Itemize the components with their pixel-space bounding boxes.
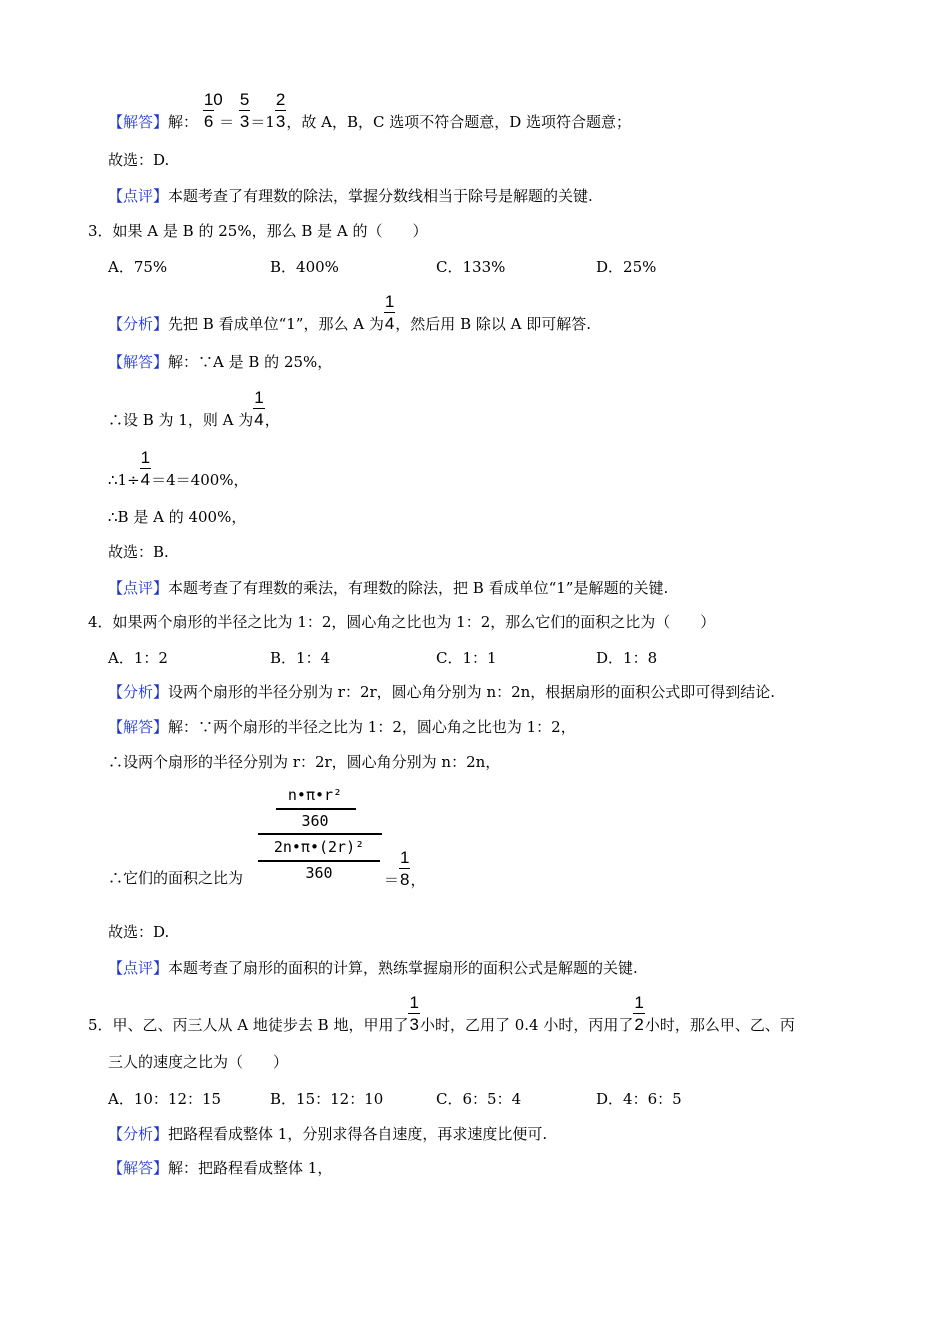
q5-answer: 【解答】解：把路程看成整体 1， — [108, 1159, 333, 1177]
q2-answer-line: 【解答】解： $\frac{10}{6}$ ＝ $\frac{5}{3}=1$ $\frac{2}{3}$，故 A，B，C 选项不符合题意，D 选项符合题意； — [108, 90, 632, 131]
q4-option-c: C．1：1 — [436, 649, 497, 667]
fraction: $\frac{1}{3}$ — [409, 993, 419, 1034]
answer-tag: 【解答】 — [108, 1159, 169, 1177]
q5-option-c: C．6：5：4 — [436, 1090, 522, 1108]
fraction: $\frac{1}{2}$ — [634, 993, 644, 1034]
answer-tag: 【解答】 — [108, 353, 169, 371]
q4-option-b: B．1：4 — [270, 649, 331, 667]
analysis-tag: 【分析】 — [108, 315, 169, 333]
q3-stem: 3．如果 A 是 B 的 25%，那么 B 是 A 的（ ） — [88, 222, 428, 240]
q3-step3: ∴B 是 A 的 400%， — [108, 508, 247, 526]
q5-option-b: B．15：12：10 — [270, 1090, 384, 1108]
q3-step2: ∴1÷ $\frac{1}{4}=4=400\%$， — [108, 448, 249, 489]
q3-analysis: 【分析】先把 B 看成单位“1”，那么 A 为 $\frac{1}{4}$，然后用 B 除以 A 即可解答. — [108, 292, 591, 333]
inner-fraction-bar — [258, 860, 380, 862]
q3-option-d: D．25% — [596, 258, 657, 276]
q3-step1: ∴设 B 为 1，则 A 为 $\frac{1}{4}$， — [108, 388, 280, 429]
fraction: $\frac{1}{4}$ — [140, 448, 151, 489]
fraction: $\frac{1}{4}$ — [384, 292, 395, 333]
comment-tag: 【点评】 — [108, 579, 169, 597]
top-denominator: 360 — [301, 812, 329, 830]
q5-analysis: 【分析】把路程看成整体 1，分别求得各自速度，再求速度比便可. — [108, 1125, 548, 1143]
q2-choice: 故选：D. — [108, 151, 170, 169]
fraction: $\frac{5}{3}$ — [239, 90, 250, 131]
fraction: $\frac{2}{3}$ — [275, 90, 286, 131]
q5-stem-line2: 三人的速度之比为（ ） — [108, 1053, 289, 1071]
fraction: $\frac{1}{4}$ — [254, 388, 264, 429]
q4-comment: 【点评】本题考查了扇形的面积的计算，熟练掌握扇形的面积公式是解题的关键. — [108, 959, 638, 977]
fraction: $\frac{10}{6}$ — [203, 90, 223, 131]
q4-option-d: D．1：8 — [596, 649, 658, 667]
q4-analysis: 【分析】设两个扇形的半径分别为 r：2r，圆心角分别为 n：2n，根据扇形的面积公式即可得到结论. — [108, 683, 776, 701]
q5-option-d: D．4：6：5 — [596, 1090, 682, 1108]
fraction: $\frac{1}{8}$ — [400, 848, 410, 889]
comment-tag: 【点评】 — [108, 959, 169, 977]
answer-tag: 【解答】 — [108, 718, 169, 736]
q3-option-a: A．75% — [108, 258, 168, 276]
q3-option-c: C．133% — [436, 258, 506, 276]
analysis-tag: 【分析】 — [108, 1125, 169, 1143]
q4-choice: 故选：D. — [108, 923, 170, 941]
bottom-numerator: 2n•π•(2r)² — [273, 838, 365, 856]
q3-choice: 故选：B. — [108, 543, 169, 561]
inner-fraction-bar — [276, 808, 356, 810]
comment-tag: 【点评】 — [108, 187, 169, 205]
q4-stem: 4．如果两个扇形的半径之比为 1：2，圆心角之比也为 1：2，那么它们的面积之比为（ ） — [88, 613, 716, 631]
top-numerator: n•π•r² — [287, 786, 343, 804]
q4-option-a: A．1：2 — [108, 649, 168, 667]
q3-option-b: B．400% — [270, 258, 339, 276]
main-fraction-bar — [258, 833, 382, 835]
answer-tag: 【解答】 — [108, 113, 169, 131]
q3-comment: 【点评】本题考查了有理数的乘法，有理数的除法，把 B 看成单位“1”是解题的关键. — [108, 579, 669, 597]
bottom-denominator: 360 — [305, 864, 333, 882]
q4-answer: 【解答】解：∵两个扇形的半径之比为 1：2，圆心角之比也为 1：2， — [108, 718, 576, 736]
analysis-tag: 【分析】 — [108, 683, 169, 701]
q4-step2-label: ∴它们的面积之比为 — [108, 869, 244, 887]
q5-stem-line1: 5．甲、乙、丙三人从 A 地徒步去 B 地，甲用了 $\frac{1}{3}$小时，乙用了 0.4 小时，丙用了 $\frac{1}{2}$小时，那么甲、乙、丙 — [88, 993, 795, 1034]
q5-option-a: A．10：12：15 — [108, 1090, 222, 1108]
q3-answer: 【解答】解：∵A 是 B 的 25%， — [108, 353, 333, 371]
q4-step1: ∴设两个扇形的半径分别为 r：2r，圆心角分别为 n：2n， — [108, 753, 501, 771]
q2-comment: 【点评】本题考查了有理数的除法，掌握分数线相当于除号是解题的关键. — [108, 187, 593, 205]
q4-result: ＝ $\frac{1}{8}$， — [384, 848, 426, 889]
